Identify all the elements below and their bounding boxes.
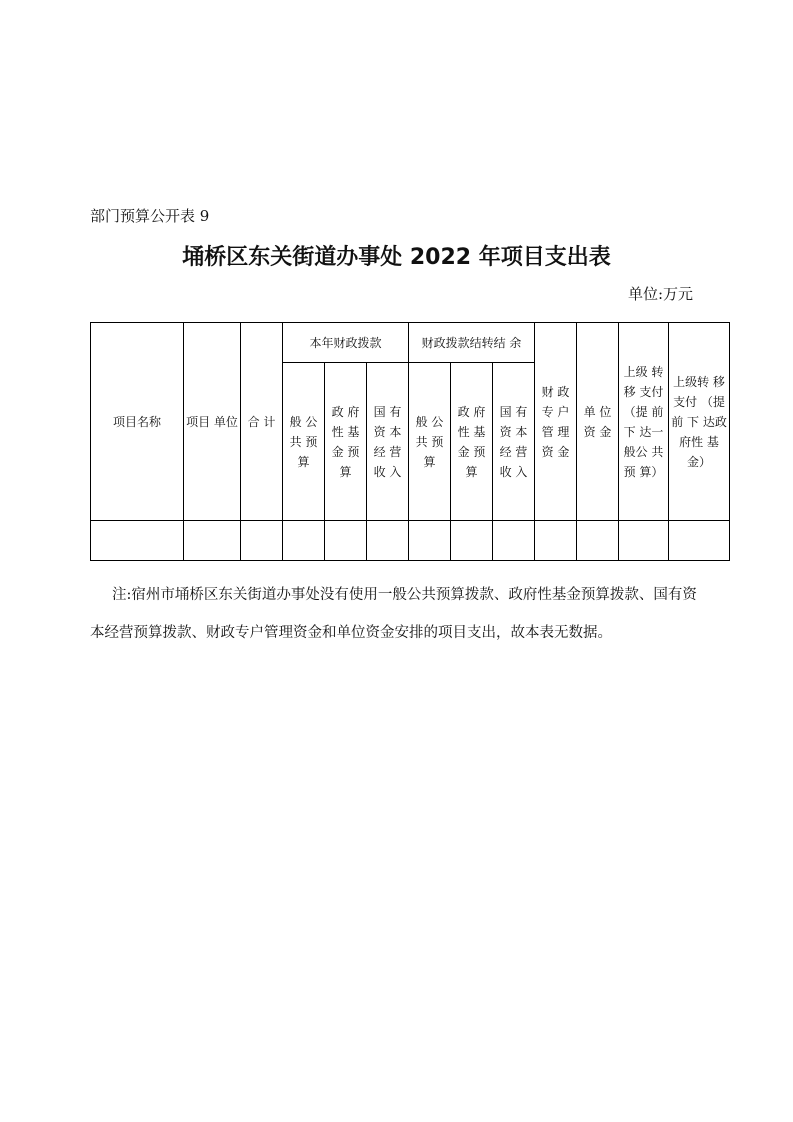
table-cell bbox=[283, 521, 325, 561]
table-cell bbox=[577, 521, 619, 561]
header-unit-fund: 单 位 资 金 bbox=[577, 323, 619, 521]
header-gov-fund-budget: 政 府 性 基 金 预 算 bbox=[325, 363, 367, 521]
table-cell bbox=[367, 521, 409, 561]
table-cell bbox=[91, 521, 184, 561]
table-cell bbox=[451, 521, 493, 561]
header-general-budget-carryover: 般 公 共 预 算 bbox=[409, 363, 451, 521]
header-special-account-fund: 财 政 专 户 管 理 资 金 bbox=[535, 323, 577, 521]
unit-label: 单位:万元 bbox=[627, 285, 693, 303]
document-label: 部门预算公开表 9 bbox=[90, 207, 210, 225]
header-gov-fund-budget-carryover: 政 府 性 基 金 预 算 bbox=[451, 363, 493, 521]
header-project-unit: 项目 单位 bbox=[184, 323, 241, 521]
header-state-capital: 国 有 资 本 经 营 收 入 bbox=[367, 363, 409, 521]
table-cell bbox=[535, 521, 577, 561]
header-project-name: 项目名称 bbox=[91, 323, 184, 521]
table-cell bbox=[325, 521, 367, 561]
header-current-year-allocation: 本年财政拨款 bbox=[283, 323, 409, 363]
footnote: 注:宿州市埇桥区东关街道办事处没有使用一般公共预算拨款、政府性基金预算拨款、国有资本经营预算拨款、财政专户管理资金和单位资金安排的项目支出，故本表无数据。 bbox=[90, 587, 697, 641]
table-cell bbox=[184, 521, 241, 561]
header-general-budget: 般 公 共 预 算 bbox=[283, 363, 325, 521]
page-title: 埇桥区东关街道办事处 2022 年项目支出表 bbox=[182, 245, 611, 270]
header-transfer-general: 上级 转 移 支付 （提 前 下 达一 般公 共 预 算） bbox=[619, 323, 669, 521]
table-cell bbox=[241, 521, 283, 561]
header-carryover: 财政拨款结转结 余 bbox=[409, 323, 535, 363]
header-state-capital-carryover: 国 有 资 本 经 营 收 入 bbox=[493, 363, 535, 521]
table-row bbox=[91, 521, 730, 561]
table-cell bbox=[619, 521, 669, 561]
header-total: 合 计 bbox=[241, 323, 283, 521]
table-cell bbox=[669, 521, 730, 561]
table-cell bbox=[493, 521, 535, 561]
project-expenditure-table bbox=[90, 322, 730, 561]
table-cell bbox=[409, 521, 451, 561]
header-transfer-fund: 上级转 移 支付 （提前 下 达政 府性 基 金） bbox=[669, 323, 730, 521]
